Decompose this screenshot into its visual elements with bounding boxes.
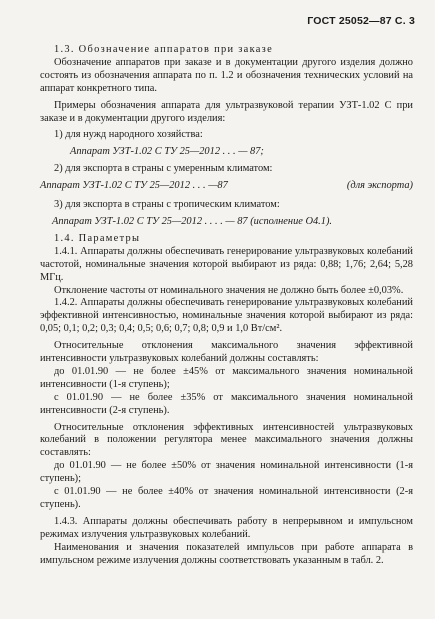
paragraph: до 01.01.90 — не более ±45% от максимального значения номинальной интенсивности (1-я ступень);: [40, 365, 413, 390]
paragraph: Наименования и значения показателей импульсов при работе аппарата в импульсном режиме излучения должны соответствовать указанным в табл. 2.: [40, 541, 413, 566]
section-heading-1-4: 1.4. Параметры: [54, 232, 141, 244]
paragraph: 1.4.2. Аппараты должны обеспечивать генерирование ультразвуковых колебаний эффективной интенсивностью, номинальные значения которой выбирают из ряда: 0,05; 0,1; 0,2; 0,3; 0,4; 0,5; 0,6; 0,7; 0,8; 0,9 и 1,0 Вт/см².: [40, 297, 413, 335]
paragraph: 1.4.1. Аппараты должны обеспечивать генерирование ультразвуковых колебаний частотой, номинальные значения которой выбирают из ряда: 0,88; 1,76; 2,64; 5,28 МГц.: [40, 245, 413, 283]
section-heading-1-3: 1.3. Обозначение аппаратов при заказе: [54, 44, 273, 55]
page-header: ГОСТ 25052—87 С. 3: [307, 15, 415, 27]
document-body: [40, 44, 413, 568]
paragraph: Обозначение аппаратов при заказе и в документации другого изделия должно состоять из обозначения аппарата по п. 1.2 и обозначения технических условий на аппарат конкретного типа.: [40, 56, 413, 94]
example-designation-note: (для экспорта): [346, 180, 413, 192]
paragraph: Примеры обозначения аппарата для ультразвуковой терапии УЗТ-1.02 С при заказе и в документации другого изделия:: [40, 99, 413, 124]
paragraph: до 01.01.90 — не более ±50% от значения номинальной интенсивности (1-я ступень);: [40, 460, 413, 485]
paragraph: Отклонение частоты от номинального значения не должно быть более ±0,03%.: [54, 284, 404, 296]
example-designation: Аппарат УЗТ-1.02 С ТУ 25—2012 . . . — 87;: [70, 146, 264, 158]
paragraph: с 01.01.90 — не более ±40% от значения номинальной интенсивности (2-я ступень).: [40, 486, 413, 510]
example-designation: [40, 180, 413, 193]
example-designation-text: Аппарат УЗТ-1.02 С ТУ 25—2012 . . . —87: [40, 180, 228, 192]
list-item: 1) для нужд народного хозяйства:: [54, 129, 203, 141]
list-item: 3) для экспорта в страны с тропическим климатом:: [54, 199, 280, 211]
paragraph: Относительные отклонения эффективных интенсивностей ультразвуковых колебаний в положении регулятора менее максимального значения должны составлять:: [40, 421, 413, 459]
paragraph: с 01.01.90 — не более ±35% от максимального значения номинальной интенсивности (2-я ступень).: [40, 391, 413, 416]
paragraph: 1.4.3. Аппараты должны обеспечивать работу в непрерывном и импульсном режимах излучения ультразвуковых колебаний.: [40, 515, 413, 540]
list-item: 2) для экспорта в страны с умеренным климатом:: [54, 163, 273, 175]
example-designation: Аппарат УЗТ-1.02 С ТУ 25—2012 . . . . — 87 (исполнение О4.1).: [52, 215, 333, 227]
paragraph: Относительные отклонения максимального значения эффективной интенсивности ультразвуковых колебаний должны составлять:: [40, 340, 413, 365]
